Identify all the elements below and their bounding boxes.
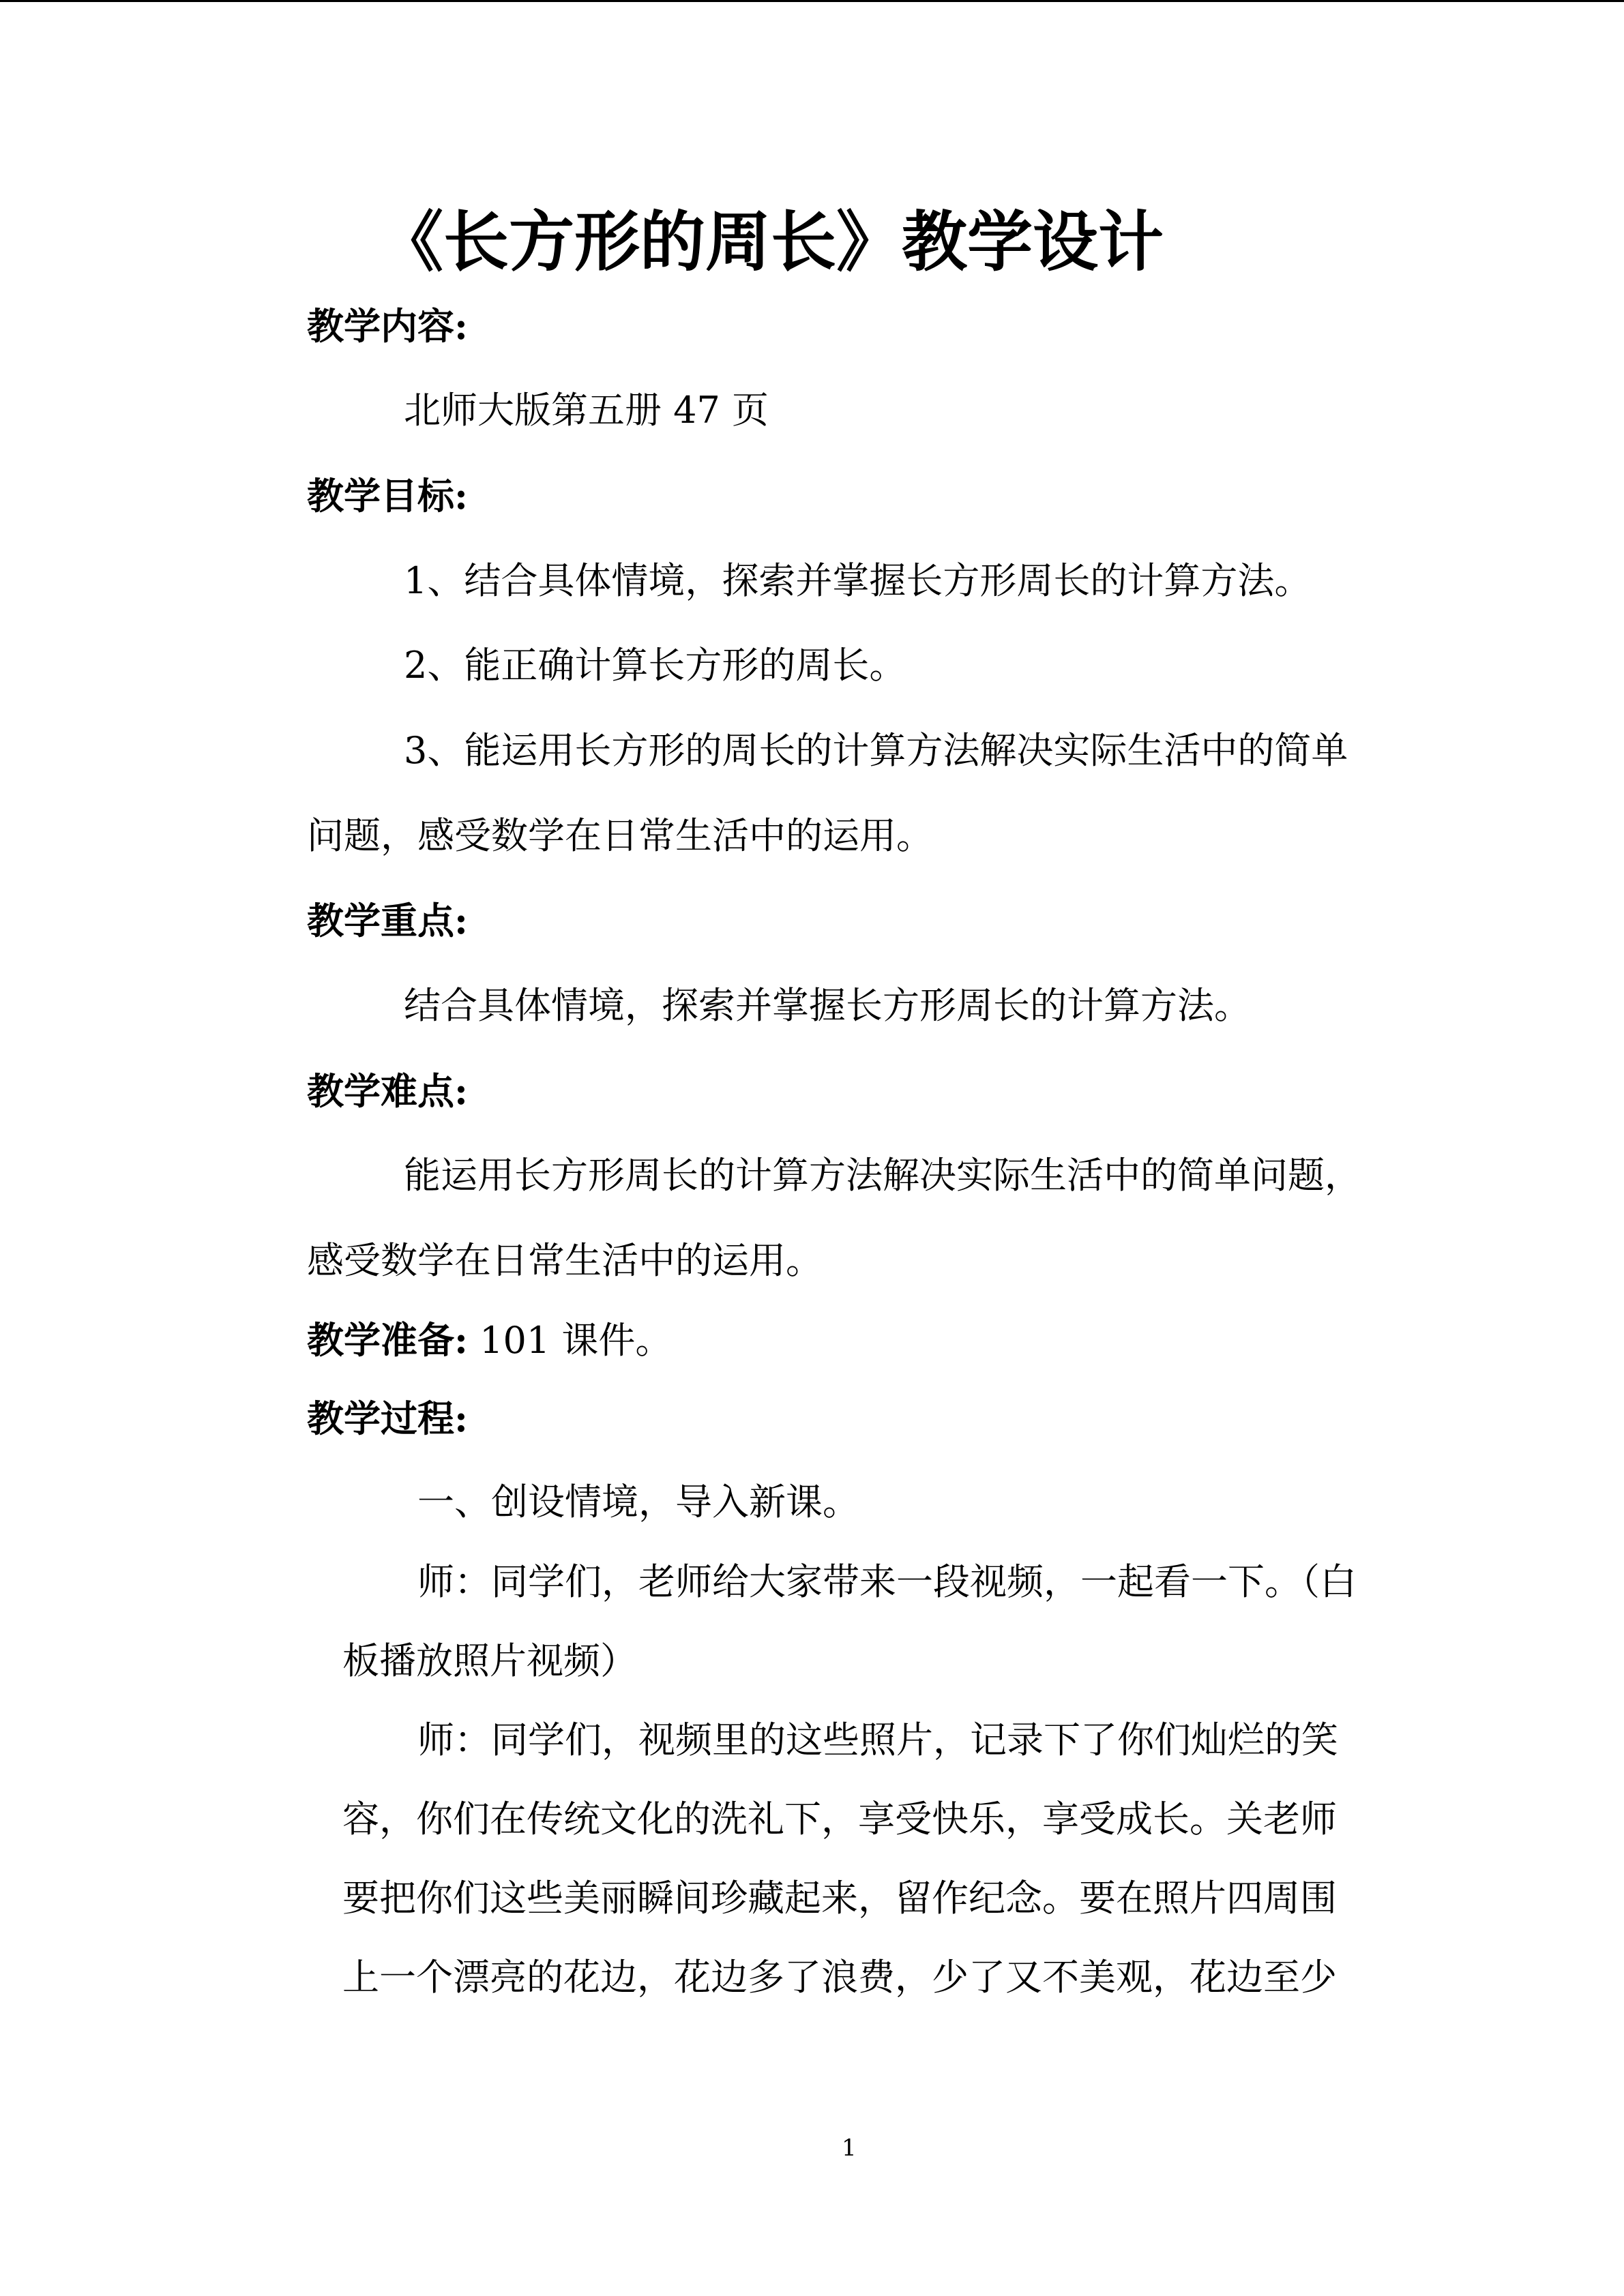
difficulty-heading: 教学难点: <box>307 1069 468 1113</box>
goals-heading: 教学目标: <box>307 474 468 518</box>
preparation-text: 101 课件。 <box>479 1319 673 1362</box>
paragraph-2-line-1: 师：同学们，视频里的这些照片，记录下了你们灿烂的笑 <box>417 1718 1338 1761</box>
difficulty-text-line-2: 感受数学在日常生活中的运用。 <box>307 1239 823 1282</box>
difficulty-text-line-1: 能运用长方形周长的计算方法解决实际生活中的简单问题， <box>404 1154 1361 1197</box>
goal-item-3-line-2: 问题，感受数学在日常生活中的运用。 <box>307 814 933 857</box>
preparation-line <box>307 1313 672 1368</box>
process-section-1: 一、创设情境，导入新课。 <box>417 1480 859 1523</box>
content-heading: 教学内容: <box>307 304 468 348</box>
document-title: 《长方形的周长》教学设计 <box>378 203 1164 280</box>
process-heading: 教学过程: <box>307 1397 468 1440</box>
paragraph-1-line-1: 师：同学们，老师给大家带来一段视频，一起看一下。（白 <box>417 1560 1357 1603</box>
goal-item-2: 2、能正确计算长方形的周长。 <box>404 644 906 687</box>
key-points-text: 结合具体情境，探索并掌握长方形周长的计算方法。 <box>404 984 1251 1027</box>
key-points-heading: 教学重点: <box>307 899 468 942</box>
paragraph-2-line-4: 上一个漂亮的花边，花边多了浪费，少了又不美观，花边至少 <box>342 1956 1337 1999</box>
page-top-border <box>0 0 1624 2</box>
paragraph-2-line-2: 容，你们在传统文化的洗礼下，享受快乐，享受成长。关老师 <box>342 1798 1337 1840</box>
goal-item-3-line-1: 3、能运用长方形的周长的计算方法解决实际生活中的简单 <box>404 729 1348 772</box>
paragraph-2-line-3: 要把你们这些美丽瞬间珍藏起来，留作纪念。要在照片四周围 <box>342 1877 1337 1920</box>
content-text: 北师大版第五册 47 页 <box>404 389 769 432</box>
paragraph-1-line-2: 板播放照片视频） <box>342 1639 637 1682</box>
page-number: 1 <box>842 2134 857 2162</box>
goal-item-1: 1、结合具体情境，探索并掌握长方形周长的计算方法。 <box>404 559 1312 602</box>
preparation-heading: 教学准备: <box>307 1318 468 1362</box>
